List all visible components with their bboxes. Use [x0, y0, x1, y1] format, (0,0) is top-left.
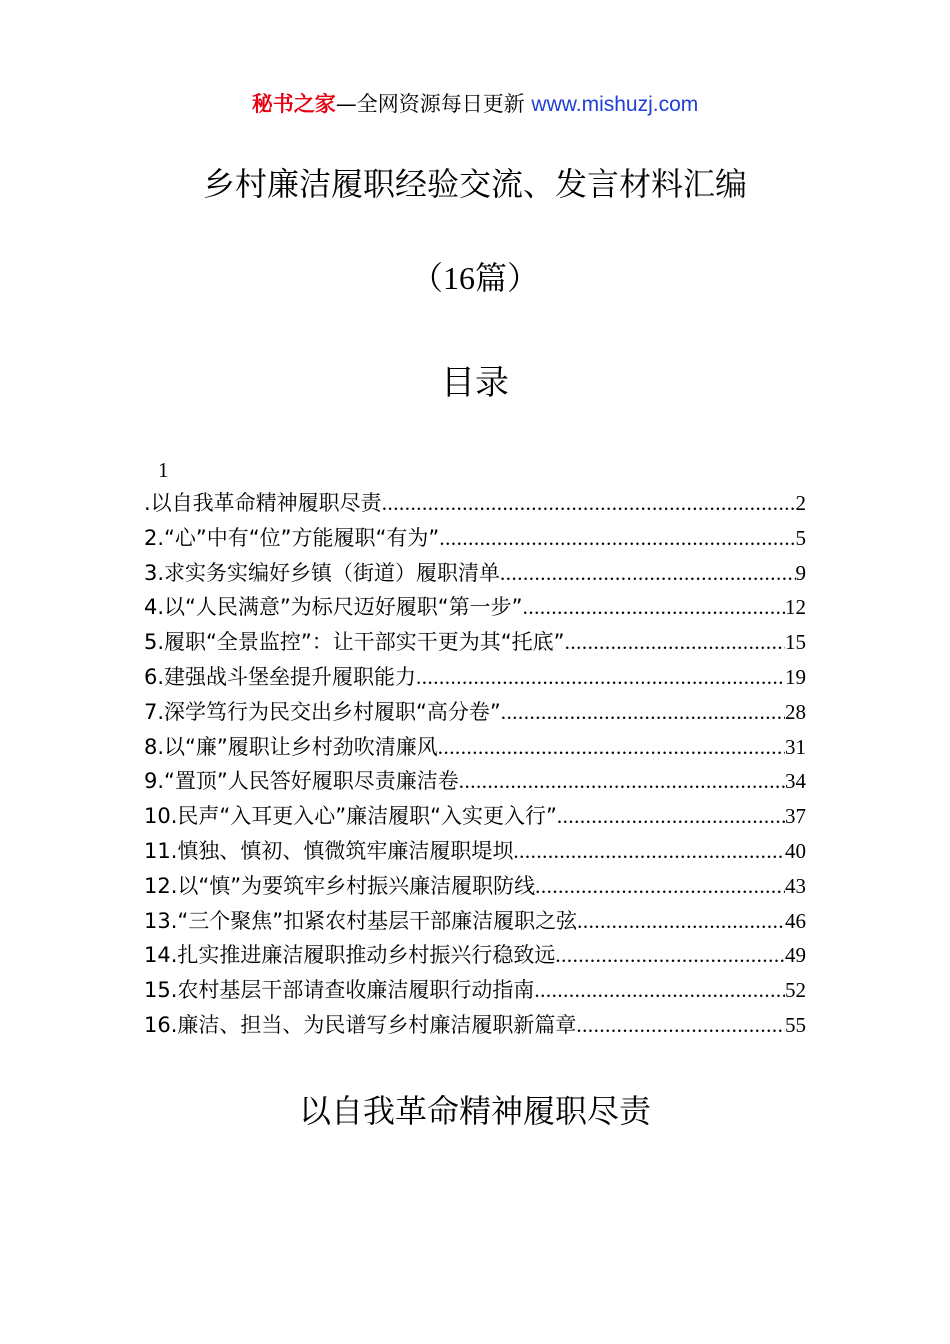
toc-entry[interactable] [144, 869, 806, 904]
toc-entry-leader [416, 660, 785, 695]
toc-entry-label: 10.民声“入耳更入心”廉洁履职“入实更入行” [144, 804, 557, 829]
toc-entry-leader [439, 521, 795, 556]
subtitle-open-paren: （ [410, 259, 443, 297]
toc-entry-leader [565, 625, 785, 660]
toc-entry-page: 34 [785, 769, 806, 794]
toc-entry-leader [555, 938, 785, 973]
toc-entry-page: 37 [785, 804, 806, 829]
toc-entry-label: 7.深学笃行为民交出乡村履职“高分卷” [144, 699, 501, 724]
toc-entry-label: 15.农村基层干部请查收廉洁履职行动指南 [144, 978, 535, 1003]
toc-entry[interactable] [144, 1008, 806, 1043]
toc-entry-leader [500, 556, 795, 591]
toc-entry-leader [382, 486, 796, 521]
toc-entry[interactable] [144, 695, 806, 730]
toc-entry-page: 28 [785, 699, 806, 724]
toc-entry-label: 8.以“廉”履职让乡村劲吹清廉风 [144, 734, 438, 759]
toc-entry-label: 6.建强战斗堡垒提升履职能力 [144, 664, 417, 689]
toc-entry-leader [501, 695, 785, 730]
toc-entry[interactable] [144, 521, 806, 556]
toc-entry[interactable] [144, 625, 806, 660]
toc-entry-page: 5 [795, 525, 806, 550]
toc-entry-page: 31 [785, 734, 806, 759]
toc-entry-label: 12.以“慎”为要筑牢乡村振兴廉洁履职防线 [144, 873, 536, 898]
toc-entry-leader [534, 973, 785, 1008]
toc-entry-label: 2.“心”中有“位”方能履职“有为” [144, 525, 440, 550]
toc-entry-page: 15 [785, 630, 806, 655]
toc-entry-label: .以自我革命精神履职尽责 [144, 491, 382, 515]
toc-entry[interactable] [144, 660, 806, 695]
site-header [0, 86, 950, 123]
toc-entry-label: 9.“置顶”人民答好履职尽责廉洁卷 [144, 769, 459, 794]
toc-entry[interactable] [144, 590, 806, 625]
toc-entry-page: 49 [785, 943, 806, 968]
document-title: 乡村廉洁履职经验交流、发言材料汇编 [202, 165, 747, 203]
toc-entry[interactable] [144, 486, 806, 521]
toc-entry-leader [535, 869, 785, 904]
toc-entry-label: 14.扎实推进廉洁履职推动乡村振兴行稳致远 [144, 943, 556, 968]
section-title: 以自我革命精神履职尽责 [298, 1092, 651, 1130]
toc-entry-page: 40 [785, 838, 806, 863]
toc-entry-page: 55 [785, 1012, 806, 1037]
toc-entry-page: 12 [785, 595, 806, 620]
toc-entry-label: 13.“三个聚焦”扣紧农村基层干部廉洁履职之弦 [144, 908, 578, 933]
toc-entry-page: 9 [795, 560, 806, 585]
site-tagline: —全网资源每日更新 [335, 92, 532, 116]
toc-entry-leader [577, 904, 785, 939]
toc-entry-leader [513, 834, 785, 869]
toc-entry[interactable] [144, 938, 806, 973]
table-of-contents [144, 486, 806, 1043]
site-url-link[interactable]: www.mishuzj.com [531, 93, 699, 116]
toc-entry-label: 3.求实务实编好乡镇（街道）履职清单 [144, 560, 501, 585]
toc-entry-page: 2 [795, 491, 806, 515]
toc-entry[interactable] [144, 556, 806, 591]
toc-heading: 目录 [441, 363, 509, 403]
subtitle-close-paren: ） [507, 259, 540, 297]
toc-stray-number: 1 [158, 458, 169, 482]
toc-entry-label: 16.廉洁、担当、为民谱写乡村廉洁履职新篇章 [144, 1012, 577, 1037]
toc-entry[interactable] [144, 904, 806, 939]
toc-entry[interactable] [144, 834, 806, 869]
toc-entry[interactable] [144, 730, 806, 765]
toc-entry-label: 11.慎独、慎初、慎微筑牢廉洁履职堤坝 [144, 838, 514, 863]
toc-entry-leader [576, 1008, 785, 1043]
subtitle-unit: 篇 [474, 259, 507, 297]
site-brand: 秘书之家 [251, 92, 336, 116]
toc-entry-leader [523, 590, 785, 625]
subtitle-count: 16 [442, 260, 475, 296]
document-subtitle [0, 256, 950, 300]
toc-entry-page: 46 [785, 908, 806, 933]
toc-entry-page: 43 [785, 873, 806, 898]
toc-entry-page: 19 [785, 664, 806, 689]
toc-entry-leader [459, 764, 785, 799]
toc-entry-leader [438, 730, 785, 765]
toc-entry-label: 5.履职“全景监控”：让干部实干更为其“托底” [144, 630, 565, 655]
toc-entry-leader [557, 799, 785, 834]
toc-entry-label: 4.以“人民满意”为标尺迈好履职“第一步” [144, 595, 523, 620]
toc-entry[interactable] [144, 764, 806, 799]
toc-entry-page: 52 [785, 978, 806, 1003]
toc-entry[interactable] [144, 799, 806, 834]
toc-entry[interactable] [144, 973, 806, 1008]
